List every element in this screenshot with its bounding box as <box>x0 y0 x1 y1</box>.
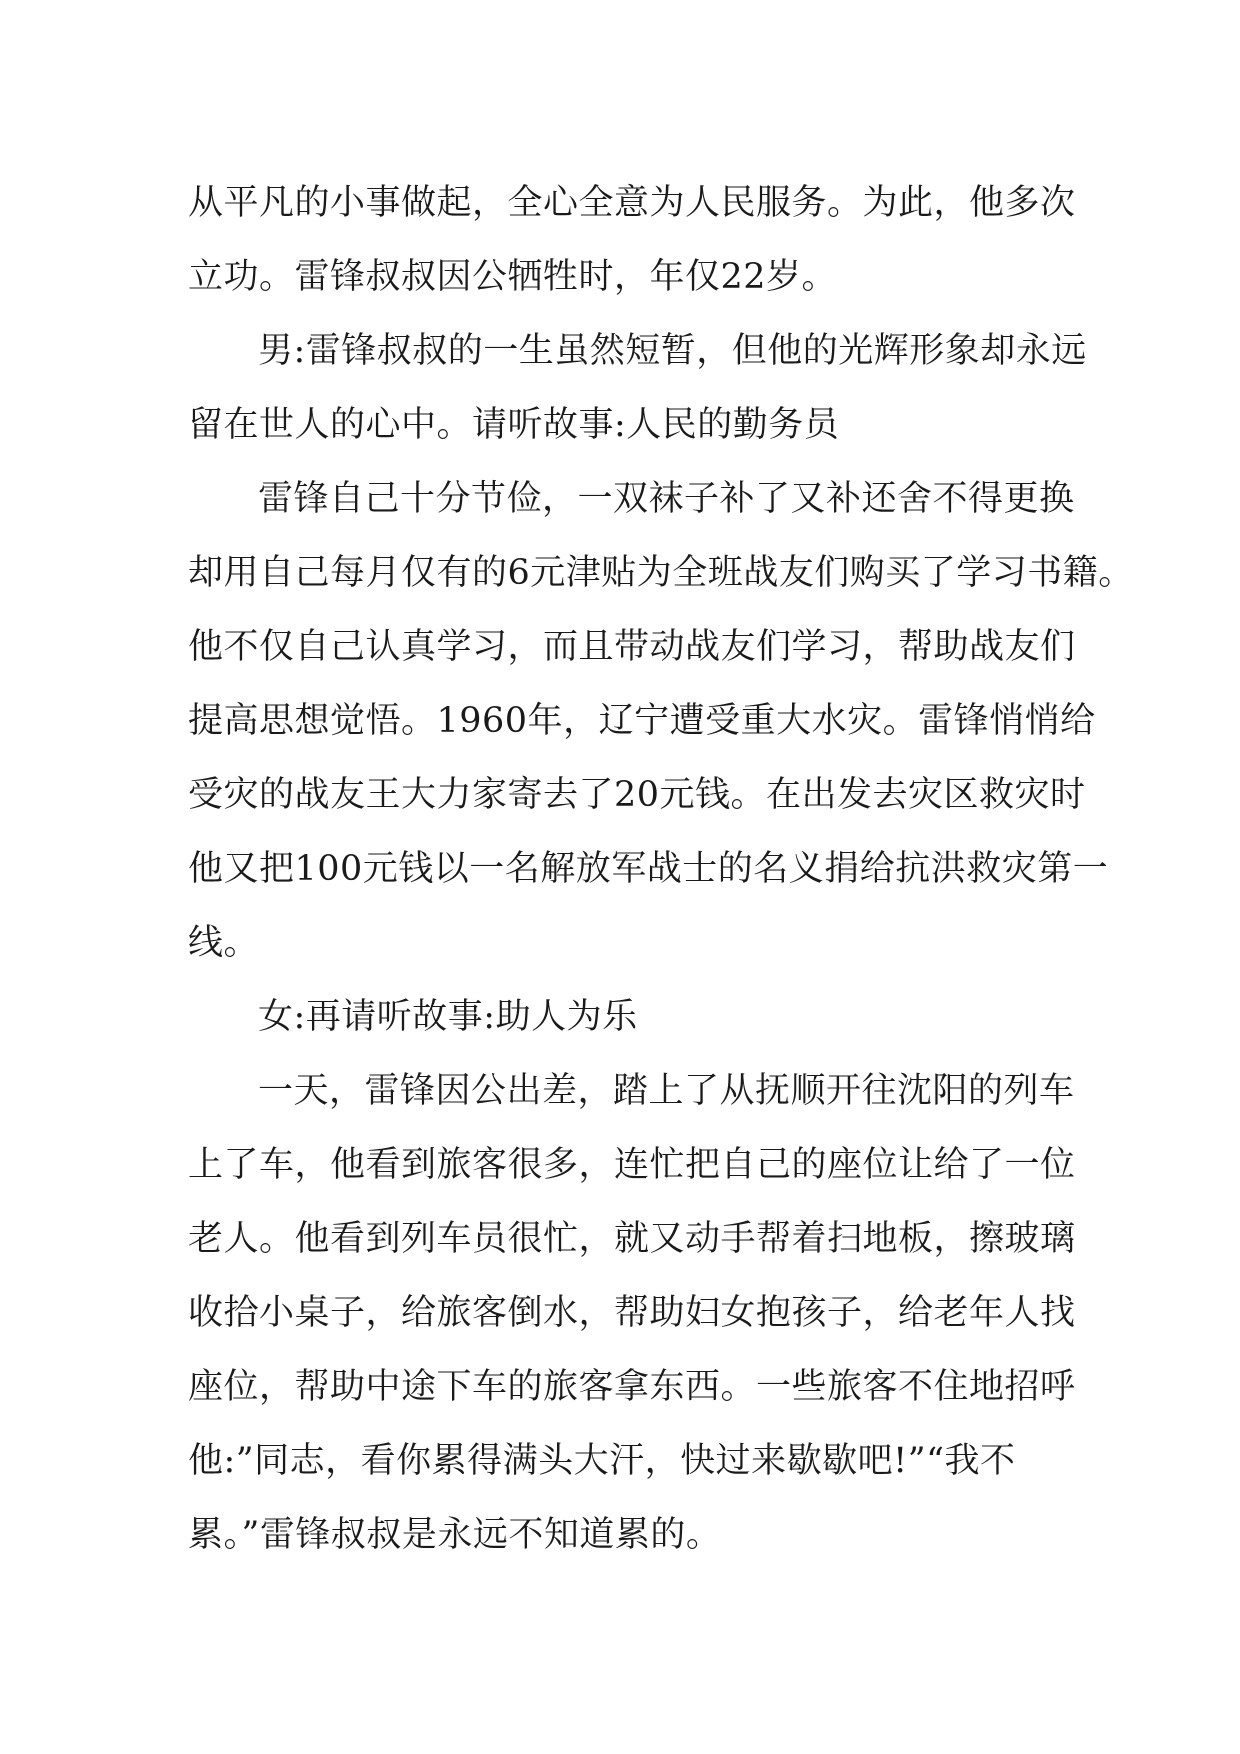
text-line: 立功。雷锋叔叔因公牺牲时，年仅22岁。 <box>188 257 838 297</box>
text-line: 从平凡的小事做起，全心全意为人民服务。为此，他多次 <box>188 183 1076 223</box>
text-line: 女:再请听故事:助人为乐 <box>258 997 638 1037</box>
text-line: 却用自己每月仅有的6元津贴为全班战友们购买了学习书籍。 <box>188 553 1134 593</box>
text-line: 他不仅自己认真学习，而且带动战友们学习，帮助战友们 <box>188 627 1076 667</box>
text-line: 提高思想觉悟。1960年，辽宁遭受重大水灾。雷锋悄悄给 <box>188 701 1096 741</box>
text-line: 受灾的战友王大力家寄去了20元钱。在出发去灾区救灾时 <box>188 775 1086 815</box>
text-line: 累。”雷锋叔叔是永远不知道累的。 <box>188 1515 722 1555</box>
text-line: 上了车，他看到旅客很多，连忙把自己的座位让给了一位 <box>188 1145 1076 1185</box>
text-line: 他又把100元钱以一名解放军战士的名义捐给抗洪救灾第一 <box>188 849 1109 889</box>
text-line: 雷锋自己十分节俭，一双袜子补了又补还舍不得更换 <box>258 479 1075 519</box>
document-body <box>188 166 1134 1572</box>
text-line: 座位，帮助中途下车的旅客拿东西。一些旅客不住地招呼 <box>188 1367 1076 1407</box>
text-line: 留在世人的心中。请听故事:人民的勤务员 <box>188 405 840 445</box>
text-line: 收拾小桌子，给旅客倒水，帮助妇女抱孩子，给老年人找 <box>188 1293 1076 1333</box>
text-line: 线。 <box>188 923 260 963</box>
text-line: 老人。他看到列车员很忙，就又动手帮着扫地板，擦玻璃 <box>188 1219 1076 1259</box>
text-line: 男:雷锋叔叔的一生虽然短暂，但他的光辉形象却永远 <box>258 331 1087 371</box>
text-line: 他:”同志，看你累得满头大汗，快过来歇歇吧!”“我不 <box>188 1441 1016 1481</box>
text-line: 一天，雷锋因公出差，踏上了从抚顺开往沈阳的列车 <box>258 1071 1075 1111</box>
